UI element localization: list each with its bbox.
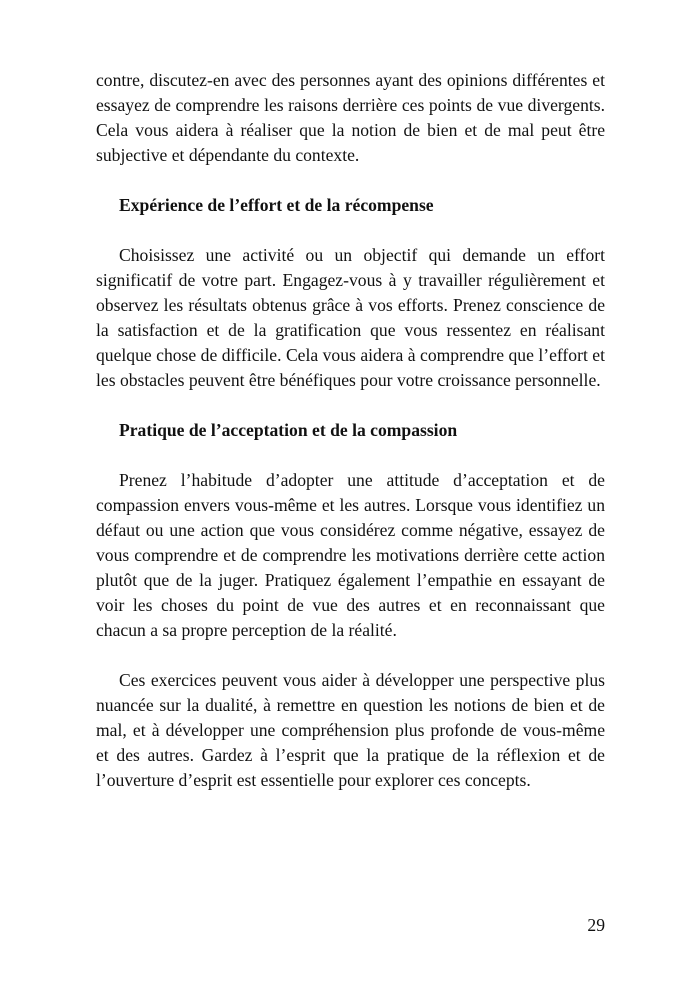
conclusion-paragraph: Ces exercices peuvent vous aider à développer une perspective plus nuancée sur la dualité, à remettre en question les notions de bien et de mal, et à développer une compréhension plus profonde de vous-même et des autres. Gardez à l’esprit que la pratique de la réflexion et de l’ouverture d’esprit est essentielle pour explorer ces concepts. (96, 670, 605, 790)
effort-paragraph: Choisissez une activité ou un objectif qui demande un effort significatif de votre part. Engagez-vous à y travailler régulièrement et observez les résultats obtenus grâce à vos efforts. Prenez conscience de la satisfaction et de la gratification que vous ressentez en réalisant quelque chose de difficile. Cela vous aidera à comprendre que l’effort et les obstacles peuvent être bénéfiques pour votre croissance personnelle. (96, 245, 605, 390)
continuation-paragraph: contre, discutez-en avec des personnes ayant des opinions différentes et essayez de comprendre les raisons derrière ces points de vue divergents. Cela vous aidera à réaliser que la notion de bien et de mal peut être subjective et dépendante du contexte. (96, 70, 605, 165)
acceptance-paragraph: Prenez l’habitude d’adopter une attitude d’acceptation et de compassion envers vous-même et les autres. Lorsque vous identifiez un défaut ou une action que vous considérez comme négative, essayez de vous comprendre et de comprendre les motivations derrière cette action plutôt que de la juger. Pratiquez également l’empathie en essayant de voir les choses du point de vue des autres et en reconnaissant que chacun a sa propre perception de la réalité. (96, 470, 605, 640)
page-body (96, 68, 605, 793)
section-heading-effort: Expérience de l’effort et de la récompense (119, 195, 434, 215)
page-number: 29 (587, 915, 605, 935)
section-heading-acceptance: Pratique de l’acceptation et de la compassion (119, 420, 458, 440)
